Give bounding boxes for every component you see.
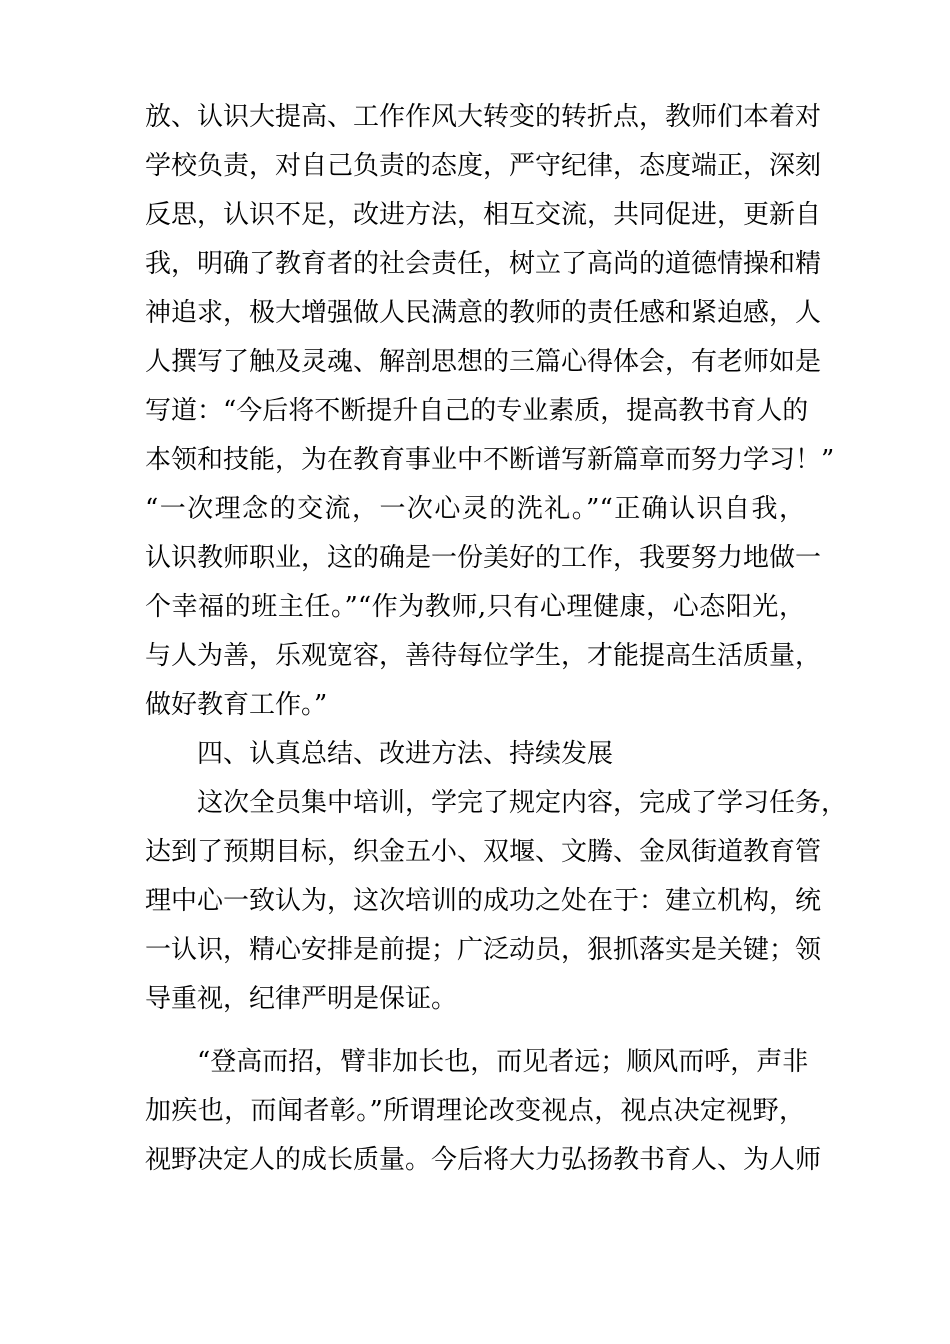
paragraph-line: 神追求，极大增强做人民满意的教师的责任感和紧迫感，人 [145, 298, 822, 328]
paragraph-line: 人撰写了触及灵魂、解剖思想的三篇心得体会，有老师如是 [145, 347, 822, 377]
paragraph-line: 达到了预期目标，织金五小、双堰、文腾、金凤街道教育管 [145, 837, 822, 867]
paragraph-line: 写道：“今后将不断提升自己的专业素质，提高教书育人的 [145, 396, 809, 426]
paragraph-line: 做好教育工作。” [145, 690, 328, 720]
paragraph-line: 一认识，精心安排是前提；广泛动员，狠抓落实是关键；领 [145, 935, 822, 965]
paragraph-line: “登高而招，臂非加长也，而见者远；顺风而呼，声非 [197, 1047, 809, 1077]
paragraph-line: 导重视，纪律严明是保证。 [145, 984, 458, 1014]
paragraph-line: 放、认识大提高、工作作风大转变的转折点，教师们本着对 [145, 102, 822, 132]
paragraph-line: 加疾也，而闻者彰。”所谓理论改变视点，视点决定视野， [145, 1096, 805, 1126]
paragraph-line: 我，明确了教育者的社会责任，树立了高尚的道德情操和精 [145, 249, 822, 279]
paragraph-line: 本领和技能，为在教育事业中不断谱写新篇章而努力学习！” [145, 445, 835, 475]
paragraph-line: 理中心一致认为，这次培训的成功之处在于：建立机构，统 [145, 886, 822, 916]
paragraph-line: 反思，认识不足，改进方法，相互交流，共同促进，更新自 [145, 200, 822, 230]
paragraph-line: “一次理念的交流，一次心灵的洗礼。”“正确认识自我， [145, 494, 805, 524]
paragraph-line: 学校负责，对自己负责的态度，严守纪律，态度端正，深刻 [145, 151, 822, 181]
paragraph-line: 认识教师职业，这的确是一份美好的工作，我要努力地做一 [145, 543, 822, 573]
paragraph-line: 视野决定人的成长质量。今后将大力弘扬教书育人、为人师 [145, 1145, 822, 1175]
section-heading: 四、认真总结、改进方法、持续发展 [197, 739, 614, 769]
paragraph-line: 这次全员集中培训，学完了规定内容，完成了学习任务， [197, 788, 848, 818]
paragraph-line: 个幸福的班主任。”“作为教师,只有心理健康，心态阳光， [145, 592, 805, 622]
paragraph-line: 与人为善，乐观宽容，善待每位学生，才能提高生活质量， [145, 641, 822, 671]
